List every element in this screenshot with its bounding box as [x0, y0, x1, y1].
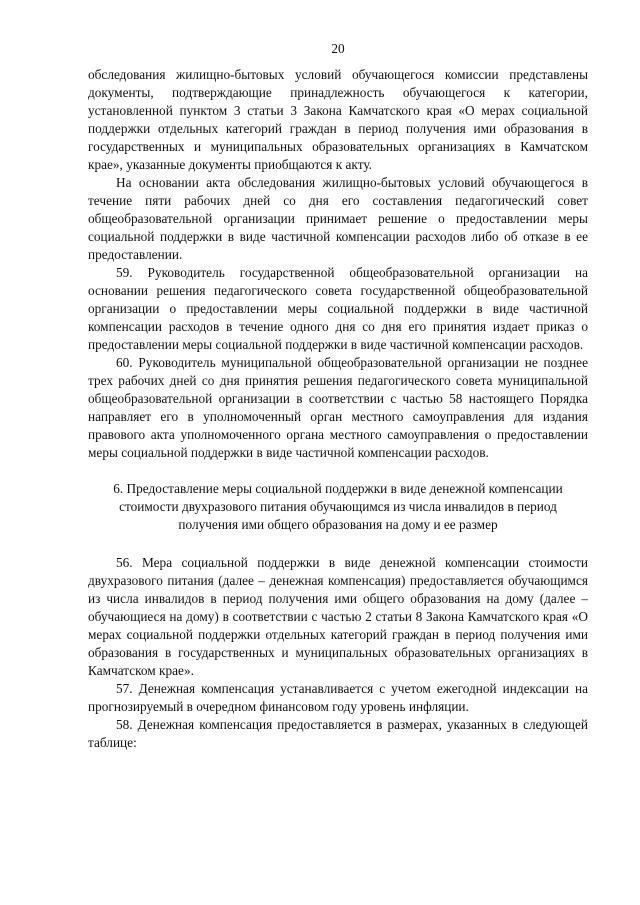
section-title-line: стоимости двухразового питания обучающимся из числа инвалидов в период [119, 499, 557, 514]
paragraph-inspection-act: На основании акта обследования жилищно-бытовых условий обучающегося в течение пяти рабочих дней со дня его составления педагогический совет общеобразовательной организации принимает решение о предоставлении меры социальной поддержки в виде частичной компенсации расходов либо об отказе в ее предоставлении. [88, 175, 588, 262]
paragraph-59: 59. Руководитель государственной общеобразовательной организации на основании решения педагогического совета государственной общеобразовательной организации о предоставлении меры социальной поддержки в виде частичной компенсации расходов в течение одного дня со дня его принятия издает приказ о предоставлении меры социальной поддержки в виде частичной компенсации расходов. [88, 265, 588, 352]
paragraph-continuation: обследования жилищно-бытовых условий обучающегося комиссии представлены документы, подтверждающие принадлежность обучающегося к категории, установленной пунктом 3 статьи 3 Закона Камчатского края «О мерах социальной поддержки отдельных категорий граждан в период получения ими образования в государственных и муниципальных образовательных организациях в Камчатском крае», указанные документы приобщаются к акту. [88, 67, 588, 172]
paragraph-57: 57. Денежная компенсация устанавливается с учетом ежегодной индексации на прогнозируемый в очередном финансовом году уровень инфляции. [88, 681, 588, 714]
section-title-line: получения ими общего образования на дому и ее размер [178, 517, 498, 532]
paragraph-60: 60. Руководитель муниципальной общеобразовательной организации не позднее трех рабочих дней со дня принятия решения педагогического совета муниципальной общеобразовательной организации в соответствии с частью 58 настоящего Порядка направляет его в уполномоченный орган местного самоуправления для издания правового акта уполномоченного органа местного самоуправления о предоставлении меры социальной поддержки в виде частичной компенсации расходов. [88, 355, 588, 460]
section-6-title [88, 480, 588, 534]
page-number: 20 [331, 41, 345, 56]
paragraph-56: 56. Мера социальной поддержки в виде денежной компенсации стоимости двухразового питания (далее – денежная компенсация) предоставляется обучающимся из числа инвалидов в период получения ими общего образования на дому (далее – обучающиеся на дому) в соответствии с частью 2 статьи 8 Закона Камчатского края «О мерах социальной поддержки отдельных категорий граждан в период получения ими образования в государственных и муниципальных образовательных организациях в Камчатском крае». [88, 555, 588, 678]
section-title-line: 6. Предоставление меры социальной поддержки в виде денежной компенсации [113, 481, 563, 496]
paragraph-58: 58. Денежная компенсация предоставляется в размерах, указанных в следующей таблице: [88, 717, 588, 750]
